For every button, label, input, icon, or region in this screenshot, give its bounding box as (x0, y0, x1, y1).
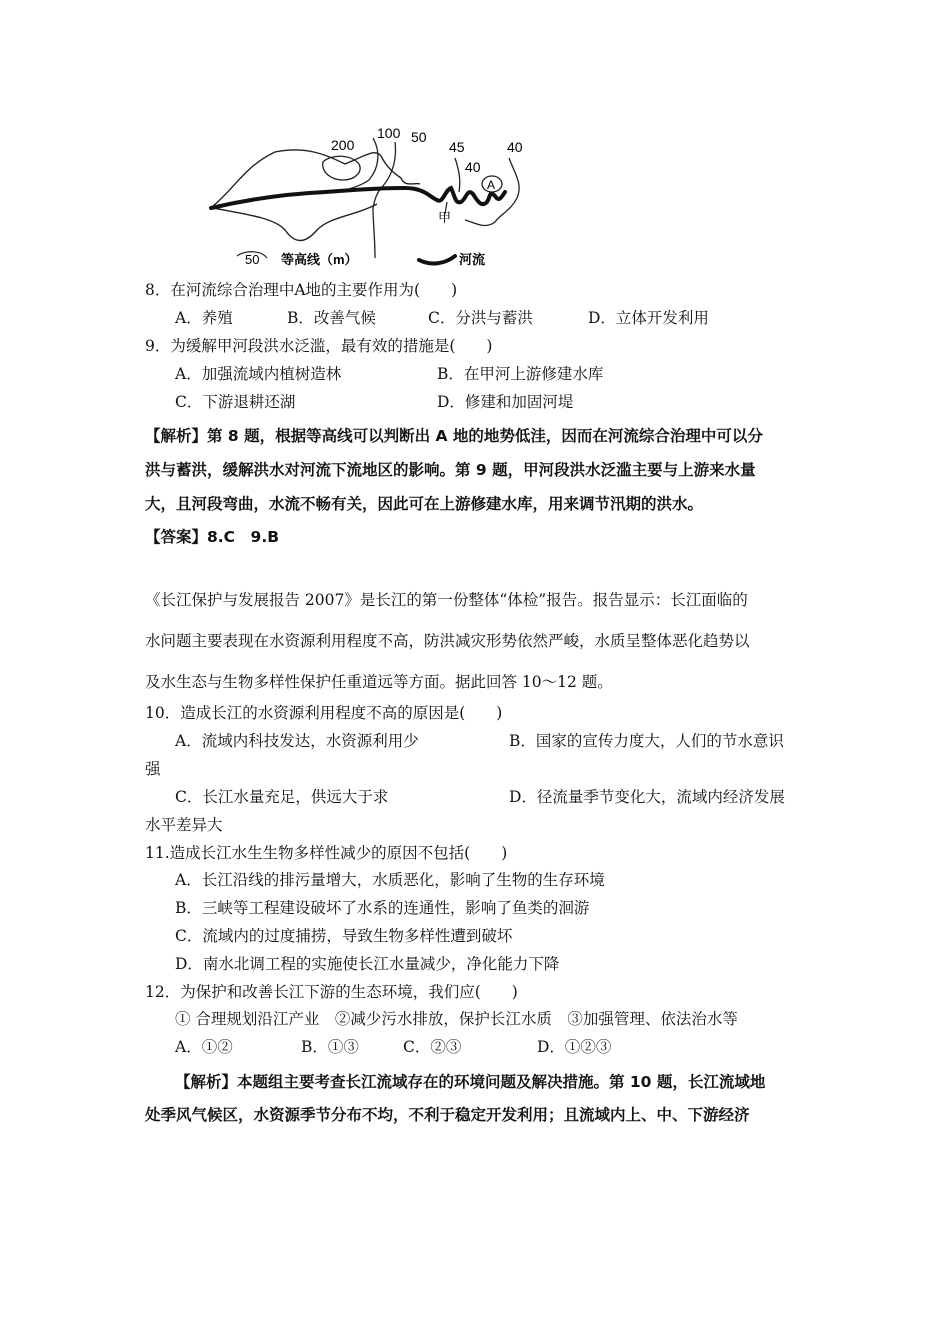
q8-option-d: D．立体开发利用 (588, 309, 709, 327)
q12-items: ① 合理规划沿江产业 ②减少污水排放，保护长江水质 ③加强管理、依法治水等 (175, 1010, 738, 1028)
contour-label-100: 100 (377, 125, 401, 141)
intro-line3: 及水生态与生物多样性保护任重道远等方面。据此回答 10～12 题。 (145, 673, 613, 691)
contour-label-40-left: 40 (465, 159, 481, 175)
analysis1-line2: 洪与蓄洪，缓解洪水对河流下流地区的影响。第 9 题，甲河段洪水泛滥主要与上游来水量 (145, 461, 756, 479)
lower-contour-line (213, 204, 377, 241)
q9-option-c: C．下游退耕还湖 (175, 393, 296, 411)
analysis1-line1: 【解析】第 8 题，根据等高线可以判断出 A 地的地势低洼，因而在河流综合治理中可以分 (145, 427, 763, 445)
intro-line2: 水问题主要表现在水资源利用程度不高，防洪减灾形势依然严峻，水质呈整体恶化趋势以 (145, 632, 750, 650)
intro-line1: 《长江保护与发展报告 2007》是长江的第一份整体“体检”报告。报告显示：长江面临的 (145, 591, 748, 609)
contour-label-40-right: 40 (507, 139, 523, 155)
legend-contour-value: 50 (245, 252, 260, 267)
q11-option-b: B．三峡等工程建设破坏了水系的连通性，影响了鱼类的洄游 (175, 899, 590, 917)
q9-stem: 9．为缓解甲河段洪水泛滥，最有效的措施是( ) (145, 337, 493, 355)
answer1: 【答案】8.C 9.B (145, 528, 280, 546)
q10-option-b-wrap: 强 (145, 760, 161, 778)
q10-stem: 10．造成长江的水资源利用程度不高的原因是( ) (145, 704, 503, 722)
q12-option-d: D．①②③ (537, 1038, 612, 1056)
point-jia-label: 甲 (438, 210, 452, 225)
q8-stem: 8．在河流综合治理中A地的主要作用为( ) (145, 281, 458, 299)
q9-option-a: A．加强流域内植树造林 (175, 365, 342, 383)
contour-map-figure (205, 118, 535, 278)
q12-option-a: A．①② (175, 1038, 233, 1056)
legend-river-text: 河流 (459, 252, 486, 267)
q10-option-b: B．国家的宣传力度大，人们的节水意识 (509, 732, 784, 750)
q10-option-a: A．流域内科技发达，水资源利用少 (175, 732, 419, 750)
q10-option-d: D．径流量季节变化大，流域内经济发展 (509, 788, 785, 806)
q8-option-b: B．改善气候 (287, 309, 376, 327)
q12-stem: 12．为保护和改善长江下游的生态环境，我们应( ) (145, 983, 518, 1001)
q9-option-b: B．在甲河上游修建水库 (437, 365, 604, 383)
contour-45-line (455, 158, 460, 192)
analysis2-line2: 处季风气候区，水资源季节分布不均，不利于稳定开发利用；且流域内上、中、下游经济 (145, 1106, 750, 1124)
analysis2-line1: 【解析】本题组主要考查长江流域存在的环境问题及解决措施。第 10 题，长江流域地 (175, 1073, 766, 1091)
q12-option-b: B．①③ (301, 1038, 359, 1056)
legend-river-symbol (419, 256, 455, 263)
river-line (211, 188, 505, 208)
contour-50-line (373, 142, 396, 258)
contour-label-50: 50 (411, 129, 427, 145)
q12-option-c: C．②③ (403, 1038, 462, 1056)
point-a-label: A (487, 178, 496, 192)
q11-option-d: D．南水北调工程的实施使长江水量减少，净化能力下降 (175, 955, 560, 973)
contour-200-line (323, 156, 360, 180)
contour-label-200: 200 (331, 137, 355, 153)
q10-option-c: C．长江水量充足，供远大于求 (175, 788, 389, 806)
q11-option-c: C．流域内的过度捕捞，导致生物多样性遭到破坏 (175, 927, 513, 945)
q10-option-d-wrap: 水平差异大 (145, 816, 223, 834)
q11-stem: 11.造成长江水生生物多样性减少的原因不包括( ) (145, 844, 508, 862)
analysis1-line3: 大，且河段弯曲，水流不畅有关，因此可在上游修建水库，用来调节汛期的洪水。 (145, 495, 704, 513)
legend-contour-text: 等高线（m） (281, 252, 358, 267)
q11-option-a: A．长江沿线的排污量增大，水质恶化，影响了生物的生存环境 (175, 871, 605, 889)
q8-option-a: A．养殖 (175, 309, 233, 327)
q8-option-c: C．分洪与蓄洪 (428, 309, 533, 327)
contour-label-45: 45 (449, 139, 465, 155)
q9-option-d: D．修建和加固河堤 (437, 393, 574, 411)
